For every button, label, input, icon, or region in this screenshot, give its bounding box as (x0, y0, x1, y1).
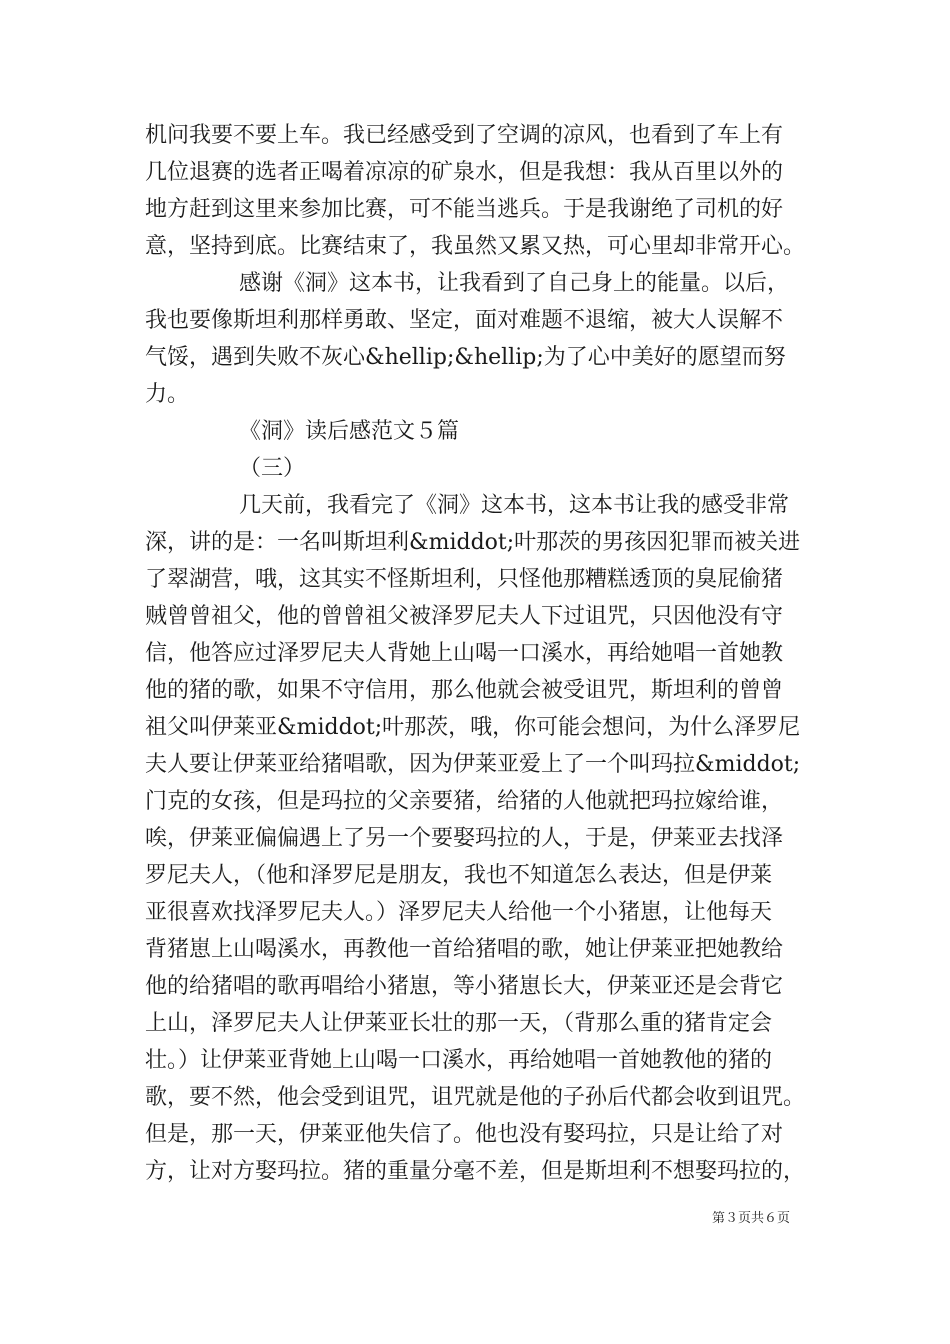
text-line: 背猪崽上山喝溪水，再教他一首给猪唱的歌，她让伊莱亚把她教给 (145, 937, 784, 962)
paragraph-start-line: 几天前，我看完了《洞》这本书，这本书让我的感受非常 (239, 493, 790, 518)
text-line: 力。 (145, 382, 190, 407)
text-line: 但是，那一天，伊莱亚他失信了。他也没有娶玛拉，只是让给了对 (145, 1122, 784, 1147)
page-number-footer: 第３页共６页 (712, 1211, 791, 1226)
text-line: 我也要像斯坦利那样勇敢、坚定，面对难题不退缩，被大人误解不 (145, 308, 784, 333)
text-line: 亚很喜欢找泽罗尼夫人。）泽罗尼夫人给他一个小猪崽，让他每天 (145, 900, 773, 925)
text-line: 门克的女孩，但是玛拉的父亲要猪，给猪的人他就把玛拉嫁给谁， (145, 789, 784, 814)
text-line: 他的给猪唱的歌再唱给小猪崽，等小猪崽长大，伊莱亚还是会背它 (145, 974, 784, 999)
text-line: 贼曾曾祖父，他的曾曾祖父被泽罗尼夫人下过诅咒，只因他没有守 (145, 604, 784, 629)
text-line: 意，坚持到底。比赛结束了，我虽然又累又热，可心里却非常开心。 (145, 234, 806, 259)
text-line: 地方赶到这里来参加比赛，可不能当逃兵。于是我谢绝了司机的好 (145, 197, 784, 222)
text-line: 他的猪的歌，如果不守信用，那么他就会被受诅咒，斯坦利的曾曾 (145, 678, 784, 703)
text-line: 罗尼夫人，（他和泽罗尼是朋友，我也不知道怎么表达，但是伊莱 (145, 863, 773, 888)
text-line: 机问我要不要上车。我已经感受到了空调的凉风，也看到了车上有 (145, 123, 784, 148)
text-line: 几位退赛的选者正喝着凉凉的矿泉水，但是我想：我从百里以外的 (145, 160, 784, 185)
paragraph-start-line: 感谢《洞》这本书，让我看到了自己身上的能量。以后， (239, 271, 790, 296)
section-title: 《洞》读后感范文５篇 (239, 419, 460, 444)
document-body (145, 117, 815, 1190)
text-line: 信，他答应过泽罗尼夫人背她上山喝一口溪水，再给她唱一首她教 (145, 641, 784, 666)
text-line: 歌，要不然，他会受到诅咒，诅咒就是他的子孙后代都会收到诅咒。 (145, 1085, 806, 1110)
text-line: 祖父叫伊莱亚&middot;叶那茨，哦，你可能会想问，为什么泽罗尼 (145, 715, 801, 740)
text-line: 深，讲的是：一名叫斯坦利&middot;叶那茨的男孩因犯罪而被关进 (145, 530, 801, 555)
text-line: 唉，伊莱亚偏偏遇上了另一个要娶玛拉的人，于是，伊莱亚去找泽 (145, 826, 784, 851)
text-line: 了翠湖营，哦，这其实不怪斯坦利，只怪他那糟糕透顶的臭屁偷猪 (145, 567, 784, 592)
text-line: 壮。）让伊莱亚背她上山喝一口溪水，再给她唱一首她教他的猪的 (145, 1048, 773, 1073)
section-number: （三） (239, 456, 306, 481)
text-line: 夫人要让伊莱亚给猪唱歌，因为伊莱亚爱上了一个叫玛拉&middot; (145, 752, 801, 777)
text-line: 方，让对方娶玛拉。猪的重量分毫不差，但是斯坦利不想娶玛拉的， (145, 1159, 806, 1184)
text-line: 上山，泽罗尼夫人让伊莱亚长壮的那一天，（背那么重的猪肯定会 (145, 1011, 773, 1036)
text-line: 气馁，遇到失败不灰心&hellip;&hellip;为了心中美好的愿望而努 (145, 345, 786, 370)
